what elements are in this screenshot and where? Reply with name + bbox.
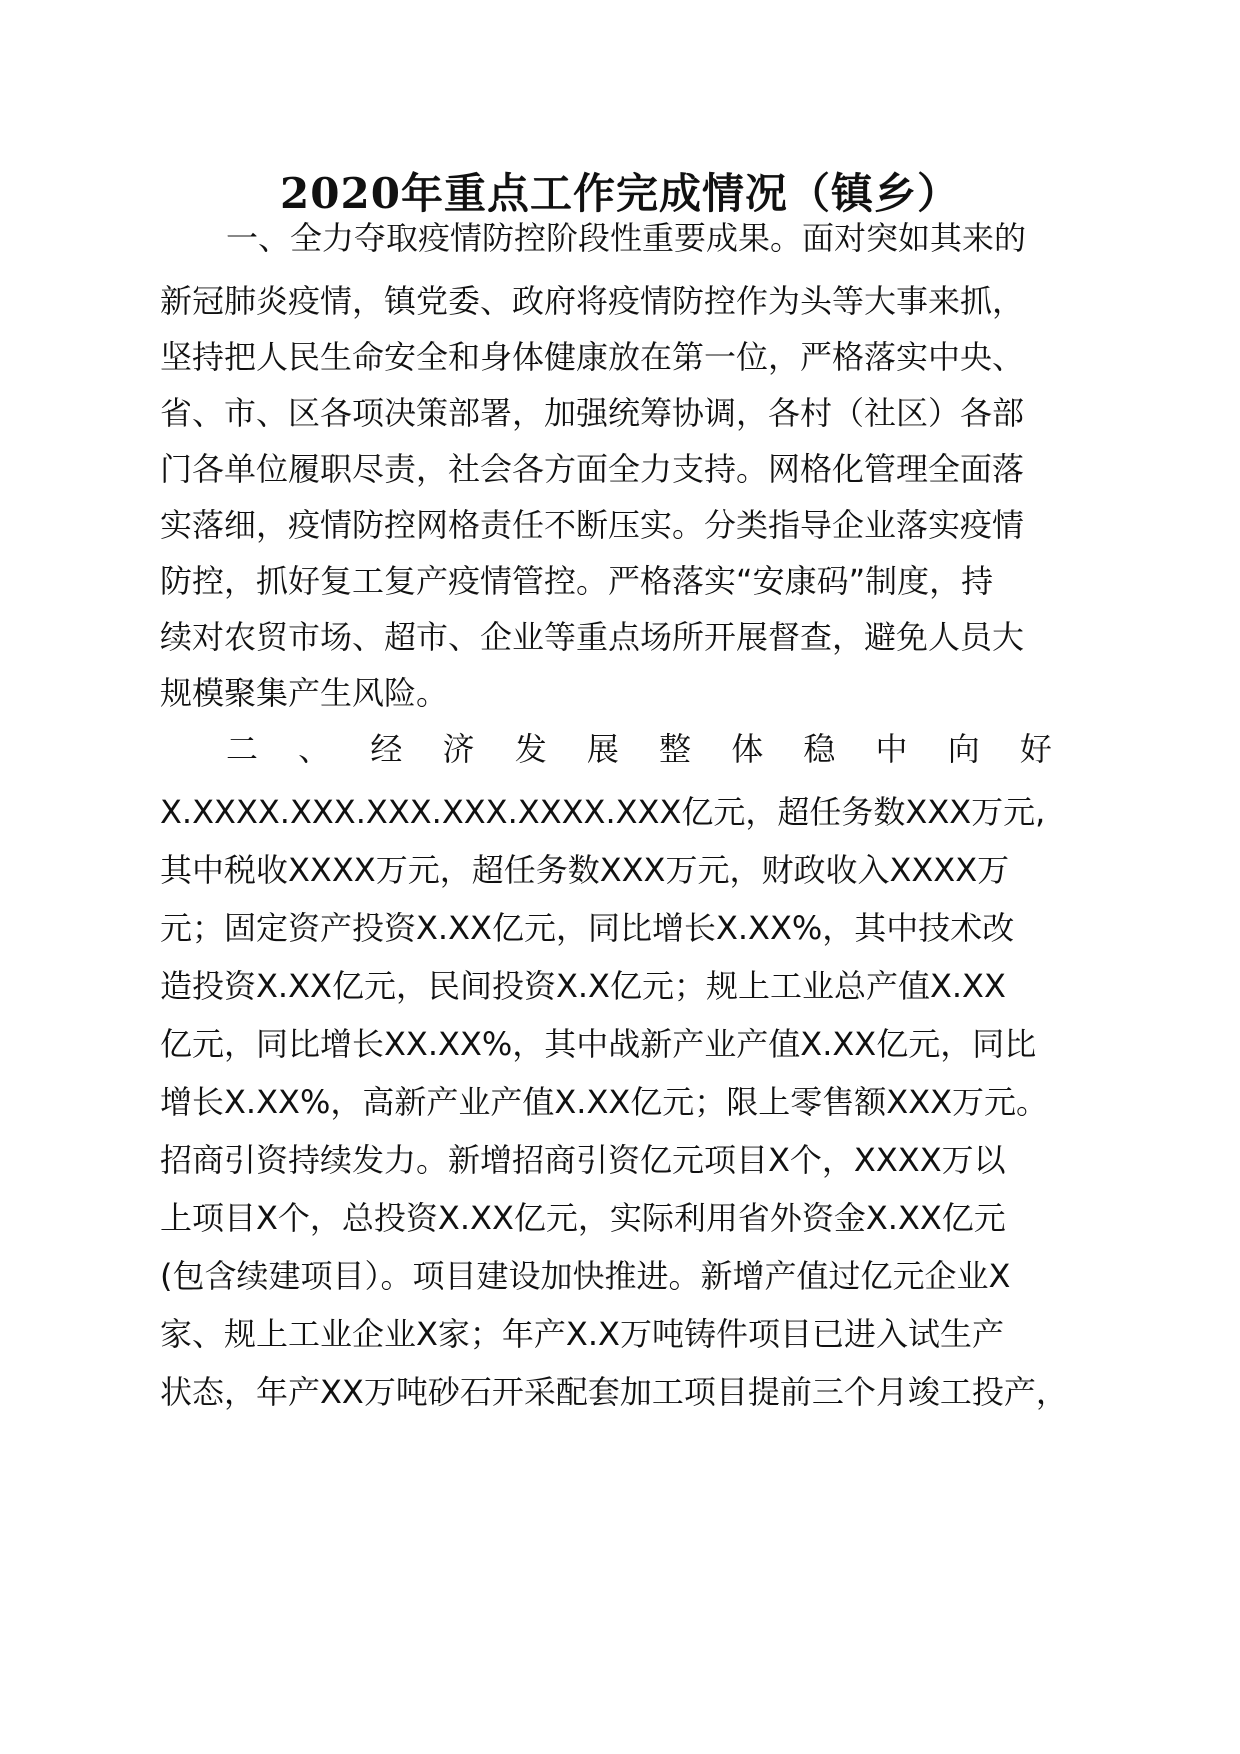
paragraph-2-line-1: X.XXXX.XXX.XXX.XXX.XXXX.XXX亿元，超任务数XXX万元,: [160, 793, 1046, 831]
heading-char: 整: [659, 730, 692, 768]
heading-char: 好: [1019, 730, 1052, 768]
paragraph-2-line-5: 亿元，同比增长XX.XX%，其中战新产业产值X.XX亿元，同比: [160, 1025, 1037, 1063]
paragraph-2-line-6: 增长X.XX%，高新产业产值X.XX亿元；限上零售额XXX万元。: [160, 1083, 1049, 1121]
paragraph-1-line-8: 续对农贸市场、超市、企业等重点场所开展督查，避免人员大: [160, 618, 1025, 656]
paragraph-1-line-1: 一、全力夺取疫情防控阶段性重要成果。面对突如其来的: [226, 219, 1027, 257]
paragraph-2-line-8: 上项目X个，总投资X.XX亿元，实际利用省外资金X.XX亿元: [160, 1199, 1006, 1237]
heading-char: 体: [731, 730, 764, 768]
heading-char: 二: [226, 730, 259, 768]
heading-char: 经: [370, 730, 403, 768]
paragraph-1-line-5: 门各单位履职尽责，社会各方面全力支持。网格化管理全面落: [160, 450, 1025, 488]
paragraph-2-line-10: 家、规上工业企业X家；年产X.X万吨铸件项目已进入试生产: [160, 1315, 1004, 1353]
document-title: 2020年重点工作完成情况（镇乡）: [280, 169, 960, 218]
paragraph-2-line-2: 其中税收XXXX万元，超任务数XXX万元，财政收入XXXX万: [160, 851, 1010, 889]
paragraph-2-line-7: 招商引资持续发力。新增招商引资亿元项目X个，XXXX万以: [160, 1141, 1006, 1179]
paragraph-1-line-3: 坚持把人民生命安全和身体健康放在第一位，严格落实中央、: [160, 338, 1025, 376]
paragraph-2-line-3: 元；固定资产投资X.XX亿元，同比增长X.XX%，其中技术改: [160, 909, 1015, 947]
paragraph-2-heading: [226, 717, 1052, 781]
heading-char: 济: [442, 730, 475, 768]
paragraph-2-line-11: 状态，年产XX万吨砂石开采配套加工项目提前三个月竣工投产，: [160, 1373, 1068, 1411]
heading-char: 展: [586, 730, 619, 768]
heading-char: 稳: [803, 730, 836, 768]
paragraph-2-line-4: 造投资X.XX亿元，民间投资X.X亿元；规上工业总产值X.XX: [160, 967, 1006, 1005]
paragraph-2-line-9: (包含续建项目）。项目建设加快推进。新增产值过亿元企业X: [160, 1257, 1011, 1295]
heading-char: 中: [875, 730, 908, 768]
paragraph-1-line-6: 实落细，疫情防控网格责任不断压实。分类指导企业落实疫情: [160, 506, 1025, 544]
heading-char: 发: [514, 730, 547, 768]
paragraph-1-line-2: 新冠肺炎疫情，镇党委、政府将疫情防控作为头等大事来抓，: [160, 282, 1025, 320]
paragraph-1-line-4: 省、市、区各项决策部署，加强统筹协调，各村（社区）各部: [160, 394, 1025, 432]
heading-char: 、: [298, 730, 331, 768]
paragraph-1-line-7: 防控，抓好复工复产疫情管控。严格落实“安康码”制度，持: [160, 562, 994, 600]
paragraph-1-line-9: 规模聚集产生风险。: [160, 674, 449, 712]
heading-char: 向: [947, 730, 980, 768]
